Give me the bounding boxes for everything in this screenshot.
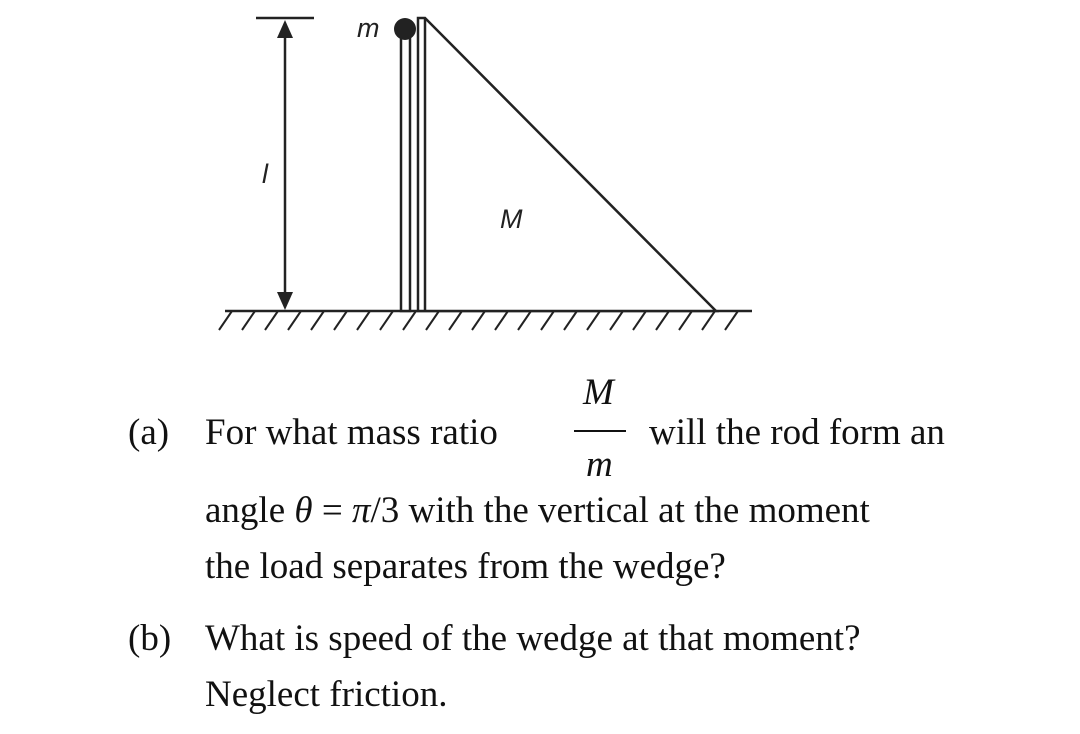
fraction-numerator: M	[583, 372, 614, 413]
hatch-stroke	[541, 311, 554, 330]
equals-sign: =	[312, 490, 352, 531]
hatch-stroke	[380, 311, 393, 330]
hatch-stroke	[219, 311, 232, 330]
hatch-stroke	[610, 311, 623, 330]
hatch-stroke	[288, 311, 301, 330]
theta-symbol: θ	[294, 490, 313, 531]
part-a-line-3: the load separates from the wedge?	[205, 546, 726, 587]
hatch-stroke	[633, 311, 646, 330]
hatch-stroke	[472, 311, 485, 330]
hatch-stroke	[311, 311, 324, 330]
hatch-stroke	[679, 311, 692, 330]
hatch-stroke	[449, 311, 462, 330]
hatch-stroke	[564, 311, 577, 330]
wedge-mass-label: M	[500, 204, 523, 234]
hatch-stroke	[702, 311, 715, 330]
physics-diagram	[0, 0, 1080, 360]
hatch-stroke	[334, 311, 347, 330]
hatch-stroke	[725, 311, 738, 330]
part-b-marker: (b)	[128, 618, 172, 659]
part-a-marker: (a)	[128, 412, 170, 453]
fraction-bar	[574, 430, 626, 432]
load-ball	[394, 18, 416, 40]
hatch-stroke	[357, 311, 370, 330]
part-b-line-2: Neglect friction.	[205, 674, 448, 715]
height-arrow-up	[277, 20, 293, 38]
part-a-text-1: For what mass ratio	[205, 412, 498, 453]
hatch-stroke	[265, 311, 278, 330]
hatch-stroke	[495, 311, 508, 330]
part-a-line-2-rest: /3 with the vertical at the moment	[370, 490, 870, 531]
hatch-stroke	[426, 311, 439, 330]
height-label: l	[262, 159, 268, 189]
hatch-stroke	[587, 311, 600, 330]
hatch-stroke	[242, 311, 255, 330]
part-b-line-1: What is speed of the wedge at that moment?	[205, 618, 861, 659]
height-arrow-down	[277, 292, 293, 310]
wedge	[418, 18, 716, 311]
ground-hatching	[219, 311, 738, 330]
fraction-denominator: m	[586, 444, 613, 485]
pi-symbol: π	[351, 490, 371, 531]
hatch-stroke	[518, 311, 531, 330]
hatch-stroke	[403, 311, 416, 330]
rod	[401, 34, 410, 311]
part-a-line-2	[205, 492, 870, 529]
load-mass-label: m	[357, 13, 380, 43]
hatch-stroke	[656, 311, 669, 330]
part-a-text-2: will the rod form an	[649, 412, 945, 453]
part-a-angle-word: angle	[205, 490, 286, 531]
